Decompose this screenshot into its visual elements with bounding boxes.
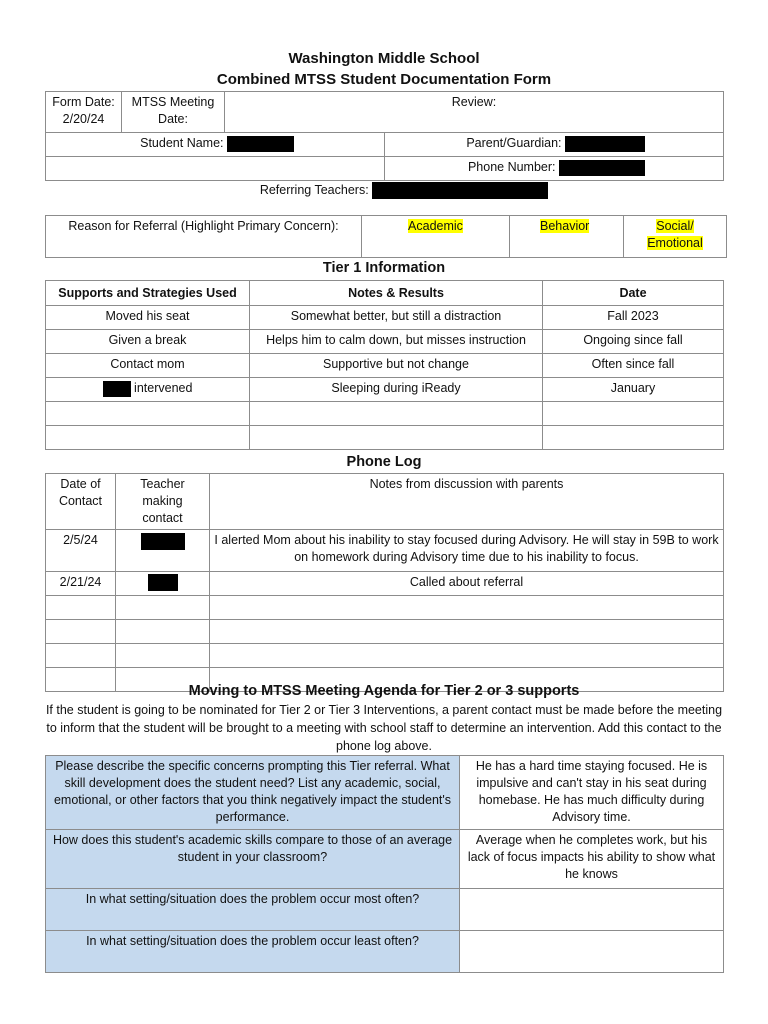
table-row — [46, 530, 724, 572]
agenda-answer — [460, 931, 724, 973]
form-date-value: 2/20/24 — [62, 112, 105, 126]
parent-cell — [385, 133, 724, 157]
table-row — [46, 644, 724, 668]
phone-notes: I alerted Mom about his inability to stay focused during Advisory. He will stay in 59B to work on homework during Advisory time due to his inability to focus. — [210, 530, 724, 572]
referral-social-2: Emotional — [647, 236, 703, 250]
table-row — [46, 830, 724, 889]
redacted-student-name — [227, 136, 294, 152]
table-row — [46, 596, 724, 620]
table-row — [46, 756, 724, 830]
tier1-support: Contact mom — [46, 354, 250, 378]
table-row — [46, 572, 724, 596]
phone-header-teacher-1: Teacher making — [140, 477, 185, 508]
redacted-phone — [559, 160, 645, 176]
referral-table — [45, 215, 727, 258]
redacted-parent-name — [565, 136, 645, 152]
agenda-intro: If the student is going to be nominated for Tier 2 or Tier 3 Interventions, a parent contact must be made before the meeting to inform that the student will be brought to a meeting with school staff to determine an intervention. Add this contact to the phone log above. — [45, 703, 723, 753]
phone-header-date-2: Contact — [58, 494, 103, 508]
phone-teacher-cell — [116, 572, 210, 596]
tier1-table — [45, 280, 724, 450]
parent-label: Parent/Guardian: — [466, 136, 562, 150]
referral-label: Reason for Referral (Highlight Primary Concern): — [68, 219, 339, 233]
meeting-date-label-2: Date: — [158, 112, 188, 126]
referring-teachers-label: Referring Teachers: — [259, 182, 369, 197]
agenda-question: How does this student's academic skills compare to those of an average student in your classroom? — [46, 830, 460, 889]
phone-date: 2/5/24 — [46, 530, 116, 572]
tier1-header-supports: Supports and Strategies Used — [46, 281, 250, 306]
referring-teachers-line — [0, 182, 768, 199]
table-row — [46, 354, 724, 378]
meeting-date-label-1: MTSS Meeting — [131, 95, 215, 109]
form-date-label: Form Date: — [52, 95, 115, 109]
agenda-answer: He has a hard time staying focused. He is impulsive and can't stay in his seat during homebase. He has much difficulty during Advisory time. — [460, 756, 724, 830]
review-cell — [225, 92, 724, 133]
referral-label-cell — [46, 216, 362, 258]
phone-date: 2/21/24 — [46, 572, 116, 596]
table-row — [46, 889, 724, 931]
redacted-teacher — [148, 574, 178, 591]
referral-academic-cell — [362, 216, 510, 258]
referral-behavior: Behavior — [540, 219, 590, 233]
phone-header-teacher — [116, 474, 210, 530]
review-label: Review: — [451, 95, 497, 109]
table-row — [46, 620, 724, 644]
form-title: Combined MTSS Student Documentation Form — [216, 71, 552, 88]
phone-header-teacher-2: contact — [142, 511, 183, 525]
tier1-date: Fall 2023 — [543, 306, 724, 330]
redacted-teacher — [141, 533, 185, 550]
tier1-notes: Helps him to calm down, but misses instruction — [250, 330, 543, 354]
phone-label: Phone Number: — [467, 160, 556, 174]
tier1-support: Given a break — [46, 330, 250, 354]
agenda-answer — [460, 889, 724, 931]
agenda-question: In what setting/situation does the problem occur least often? — [46, 931, 460, 973]
tier1-header-date: Date — [543, 281, 724, 306]
form-date-cell — [46, 92, 122, 133]
tier1-notes: Supportive but not change — [250, 354, 543, 378]
info-table — [45, 91, 724, 181]
agenda-question: Please describe the specific concerns prompting this Tier referral. What skill development does the student need? List any academic, social, emotional, or other factors that you think negatively impact the student's performance. — [46, 756, 460, 830]
tier1-notes: Sleeping during iReady — [250, 378, 543, 402]
table-row — [46, 402, 724, 426]
referral-academic: Academic — [408, 219, 463, 233]
table-row — [46, 931, 724, 973]
table-row — [46, 378, 724, 402]
school-name: Washington Middle School — [288, 50, 480, 67]
phone-teacher-cell — [116, 530, 210, 572]
table-row — [46, 426, 724, 450]
tier1-date: Ongoing since fall — [543, 330, 724, 354]
phone-notes: Called about referral — [210, 572, 724, 596]
referral-behavior-cell — [510, 216, 624, 258]
tier1-header-notes: Notes & Results — [250, 281, 543, 306]
student-name-label: Student Name: — [140, 136, 224, 150]
agenda-question: In what setting/situation does the problem occur most often? — [46, 889, 460, 931]
redacted-name — [103, 381, 131, 397]
tier1-support: Moved his seat — [46, 306, 250, 330]
referral-social-cell — [624, 216, 727, 258]
phone-log-table — [45, 473, 724, 692]
tier1-date: Often since fall — [543, 354, 724, 378]
meeting-date-cell — [122, 92, 225, 133]
redacted-teachers — [372, 182, 548, 199]
tier1-title: Tier 1 Information — [322, 260, 446, 276]
table-row — [46, 330, 724, 354]
phone-header-notes: Notes from discussion with parents — [210, 474, 724, 530]
agenda-table — [45, 755, 724, 973]
phone-header-date — [46, 474, 116, 530]
phone-cell — [385, 157, 724, 181]
referral-social-1: Social/ — [656, 219, 694, 233]
table-row — [46, 306, 724, 330]
tier1-notes: Somewhat better, but still a distraction — [250, 306, 543, 330]
phone-log-title: Phone Log — [346, 454, 422, 470]
tier1-date: January — [543, 378, 724, 402]
tier1-support: intervened — [134, 381, 193, 395]
phone-header-date-1: Date of — [60, 477, 101, 491]
tier1-support-cell — [46, 378, 250, 402]
agenda-title: Moving to MTSS Meeting Agenda for Tier 2 or 3 supports — [188, 683, 580, 699]
empty-info-cell — [46, 157, 385, 181]
student-name-cell — [46, 133, 385, 157]
agenda-answer: Average when he completes work, but his lack of focus impacts his ability to show what he knows — [460, 830, 724, 889]
